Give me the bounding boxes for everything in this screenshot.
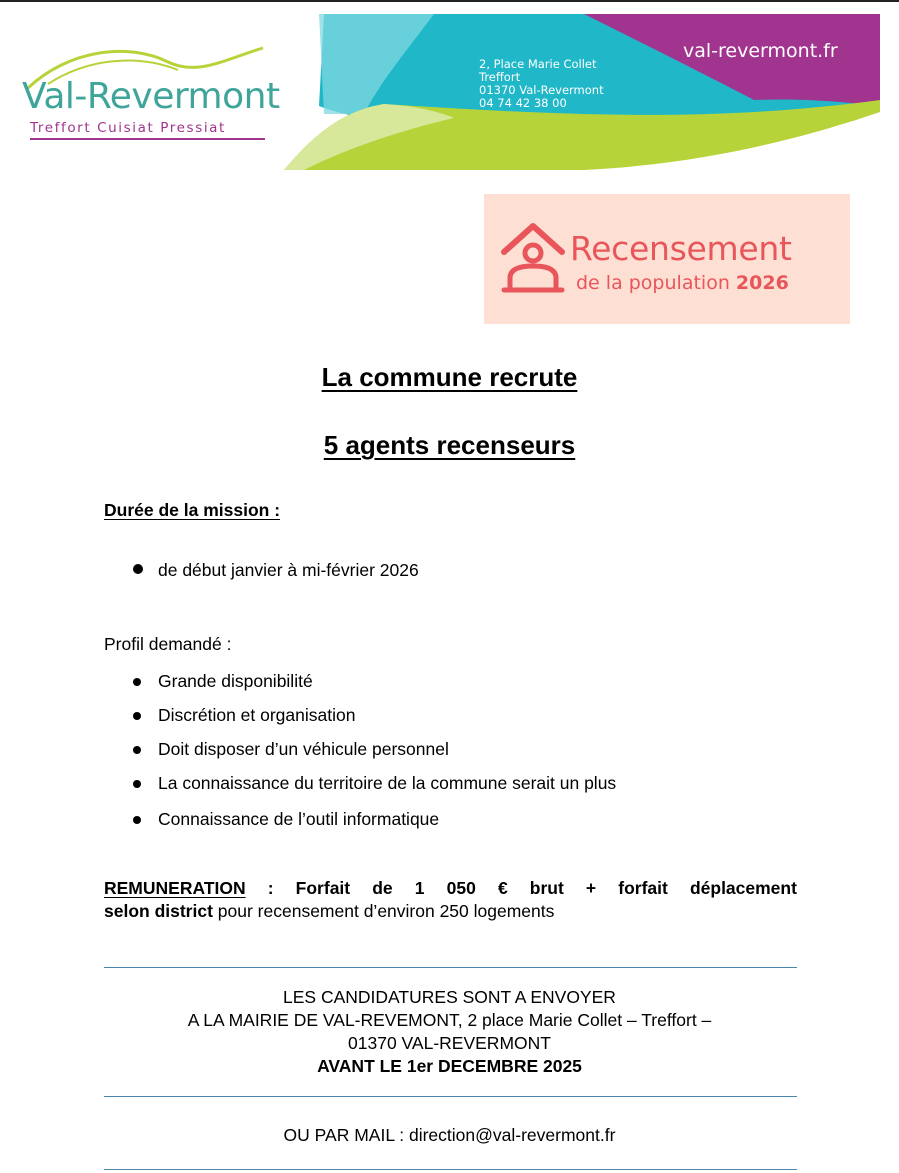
- mission-duration-item: de début janvier à mi-février 2026: [158, 560, 419, 580]
- title-recruits: La commune recrute: [321, 362, 578, 392]
- bullet-icon: [133, 780, 141, 788]
- house-person-icon: [500, 220, 566, 294]
- bullet-icon: [133, 712, 141, 720]
- bullet-icon: [133, 816, 141, 824]
- remuneration-label: REMUNERATION: [104, 878, 246, 898]
- application-deadline: AVANT LE 1er DECEMBRE 2025: [317, 1056, 582, 1076]
- remuneration-line-1: REMUNERATION : Forfait de 1 050 € brut + forfait déplacement: [104, 878, 797, 898]
- header-address: 2, Place Marie Collet Treffort 01370 Val-Revermont 04 74 42 38 00: [479, 57, 604, 110]
- logo-name: Val-Revermont: [22, 76, 280, 117]
- census-subtitle: de la population 2026: [576, 272, 789, 294]
- remuneration-paragraph: [104, 877, 797, 923]
- bullet-icon: [133, 746, 141, 754]
- mission-duration-label: Durée de la mission :: [104, 500, 281, 520]
- divider: [104, 967, 797, 968]
- divider: [104, 1096, 797, 1097]
- bullet-icon: [133, 564, 143, 574]
- header-website-link[interactable]: val-revermont.fr: [683, 40, 838, 62]
- logo-subtitle: Treffort Cuisiat Pressiat: [30, 120, 226, 136]
- census-badge: [484, 194, 850, 324]
- title-agents: 5 agents recenseurs: [323, 430, 576, 460]
- remuneration-line-2: selon district pour recensement d’environ 250 logements: [104, 901, 555, 921]
- profile-item: Discrétion et organisation: [158, 705, 356, 725]
- profile-item: Grande disponibilité: [158, 671, 313, 691]
- top-border: [0, 0, 899, 2]
- val-revermont-logo: [18, 40, 278, 150]
- bullet-icon: [133, 678, 141, 686]
- application-mail[interactable]: OU PAR MAIL : direction@val-revermont.fr: [283, 1125, 616, 1145]
- logo-underline: [30, 138, 265, 140]
- profile-item: La connaissance du territoire de la commune serait un plus: [158, 773, 617, 793]
- divider: [104, 1169, 797, 1170]
- profile-item: Doit disposer d’un véhicule personnel: [158, 739, 449, 759]
- census-title: Recensement: [570, 229, 792, 268]
- application-block: LES CANDIDATURES SONT A ENVOYER A LA MAIRIE DE VAL-REVEMONT, 2 place Marie Collet – Treffort – 01370 VAL-REVERMONT AVANT LE 1er DECEMBRE 2025: [0, 986, 899, 1078]
- profile-label: Profil demandé :: [104, 634, 232, 654]
- profile-item: Connaissance de l’outil informatique: [158, 809, 440, 829]
